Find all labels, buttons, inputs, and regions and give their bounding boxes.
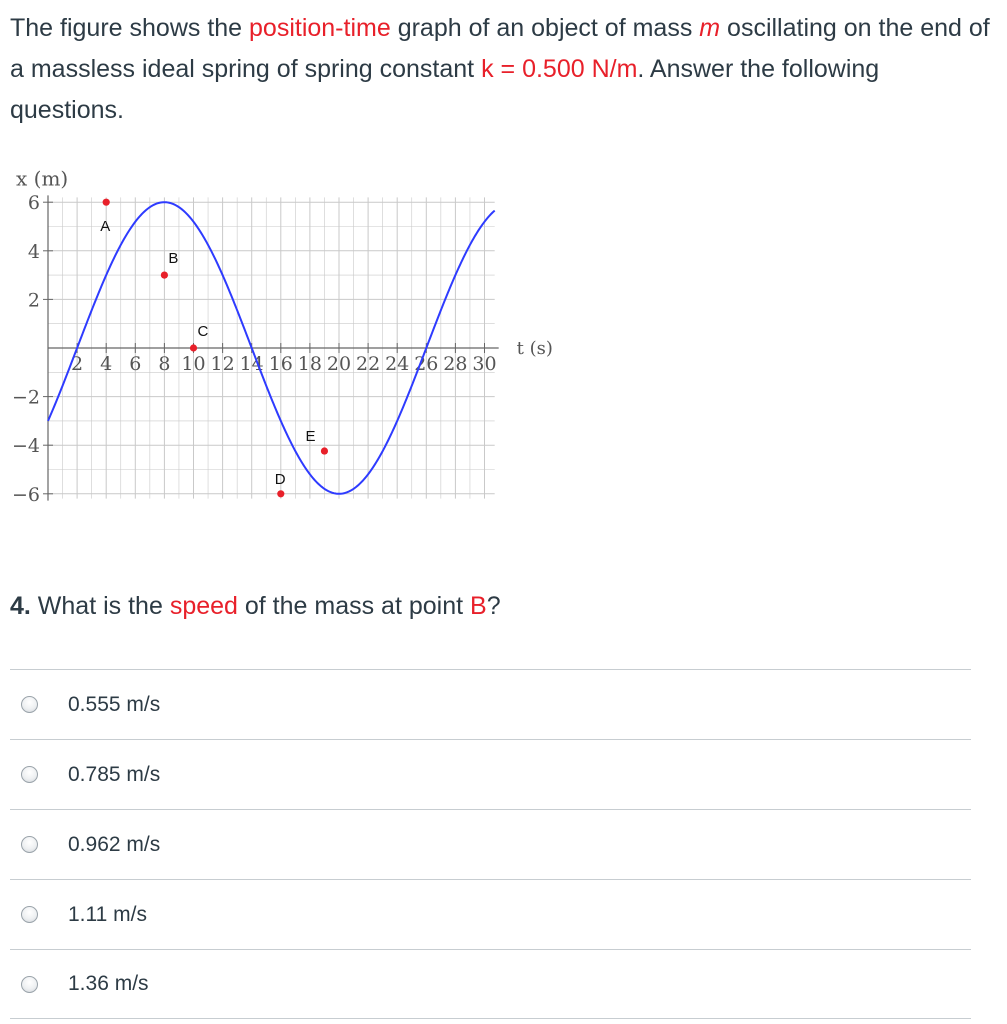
answer-option[interactable] bbox=[10, 879, 971, 949]
point-label-e: E bbox=[305, 428, 316, 446]
y-tick-label: −4 bbox=[11, 435, 40, 458]
answer-label: 1.11 m/s bbox=[68, 902, 147, 926]
x-tick-label: 16 bbox=[268, 353, 293, 375]
point-a bbox=[103, 199, 110, 206]
answer-option[interactable] bbox=[10, 739, 971, 809]
x-tick-label: 22 bbox=[356, 353, 381, 375]
y-tick-label: −6 bbox=[11, 483, 40, 506]
question-text: What is the bbox=[30, 592, 170, 620]
radio-button[interactable] bbox=[21, 906, 38, 923]
answer-option[interactable] bbox=[10, 949, 971, 1019]
point-b bbox=[161, 272, 168, 279]
x-tick-label: 28 bbox=[443, 353, 468, 375]
point-label-d: D bbox=[274, 470, 286, 488]
radio-button[interactable] bbox=[21, 766, 38, 783]
point-e bbox=[321, 447, 328, 454]
y-tick-label: 2 bbox=[27, 289, 40, 312]
intro-text: . Answer the following questions. bbox=[10, 55, 880, 124]
intro-text: graph of an object of mass bbox=[390, 14, 700, 42]
x-axis-label: t (s) bbox=[516, 338, 553, 359]
x-tick-label: 14 bbox=[239, 353, 264, 375]
x-tick-label: 6 bbox=[129, 353, 142, 375]
answer-label: 1.36 m/s bbox=[68, 972, 149, 995]
position-time-graph bbox=[0, 150, 1007, 560]
problem-intro bbox=[10, 8, 995, 131]
radio-button[interactable] bbox=[21, 976, 38, 993]
x-tick-label: 12 bbox=[210, 353, 235, 375]
answer-label: 0.785 m/s bbox=[68, 762, 161, 786]
y-tick-label: 6 bbox=[27, 192, 40, 215]
question-number: 4. bbox=[10, 592, 31, 620]
answer-label: 0.962 m/s bbox=[68, 832, 161, 856]
intro-highlight-mass: m bbox=[699, 14, 721, 42]
answer-option[interactable] bbox=[10, 669, 971, 739]
question-text: ? bbox=[486, 592, 501, 620]
x-tick-label: 30 bbox=[472, 353, 497, 375]
answer-option[interactable] bbox=[10, 809, 971, 879]
question-text: of the mass at point bbox=[237, 592, 471, 620]
x-tick-label: 2 bbox=[71, 353, 84, 375]
x-tick-label: 20 bbox=[326, 353, 352, 375]
x-tick-label: 24 bbox=[385, 353, 410, 375]
x-tick-label: 18 bbox=[297, 353, 322, 375]
point-d bbox=[277, 490, 284, 497]
y-axis-label: x (m) bbox=[16, 166, 69, 191]
radio-button[interactable] bbox=[21, 696, 38, 713]
intro-highlight-position-time: position-time bbox=[249, 14, 391, 42]
question-4 bbox=[10, 592, 501, 621]
radio-button[interactable] bbox=[21, 836, 38, 853]
point-label-b: B bbox=[168, 250, 179, 268]
y-tick-label: 4 bbox=[27, 240, 40, 263]
y-tick-label: −2 bbox=[11, 386, 40, 409]
intro-text: oscillating on the end of a massless ideal spring of spring constant bbox=[10, 14, 990, 83]
point-label-c: C bbox=[197, 323, 209, 340]
question-highlight-point: B bbox=[470, 592, 487, 620]
x-tick-label: 10 bbox=[181, 353, 206, 375]
answer-label: 0.555 m/s bbox=[68, 692, 161, 716]
x-tick-label: 4 bbox=[100, 353, 113, 375]
answer-options bbox=[10, 669, 971, 1019]
point-c bbox=[190, 344, 197, 351]
intro-text: The figure shows the bbox=[10, 14, 250, 42]
x-tick-label: 26 bbox=[414, 353, 439, 375]
point-label-a: A bbox=[100, 218, 111, 236]
question-highlight-speed: speed bbox=[169, 592, 238, 620]
intro-highlight-spring-constant: k = 0.500 N/m bbox=[481, 55, 638, 83]
x-tick-label: 8 bbox=[158, 353, 171, 375]
